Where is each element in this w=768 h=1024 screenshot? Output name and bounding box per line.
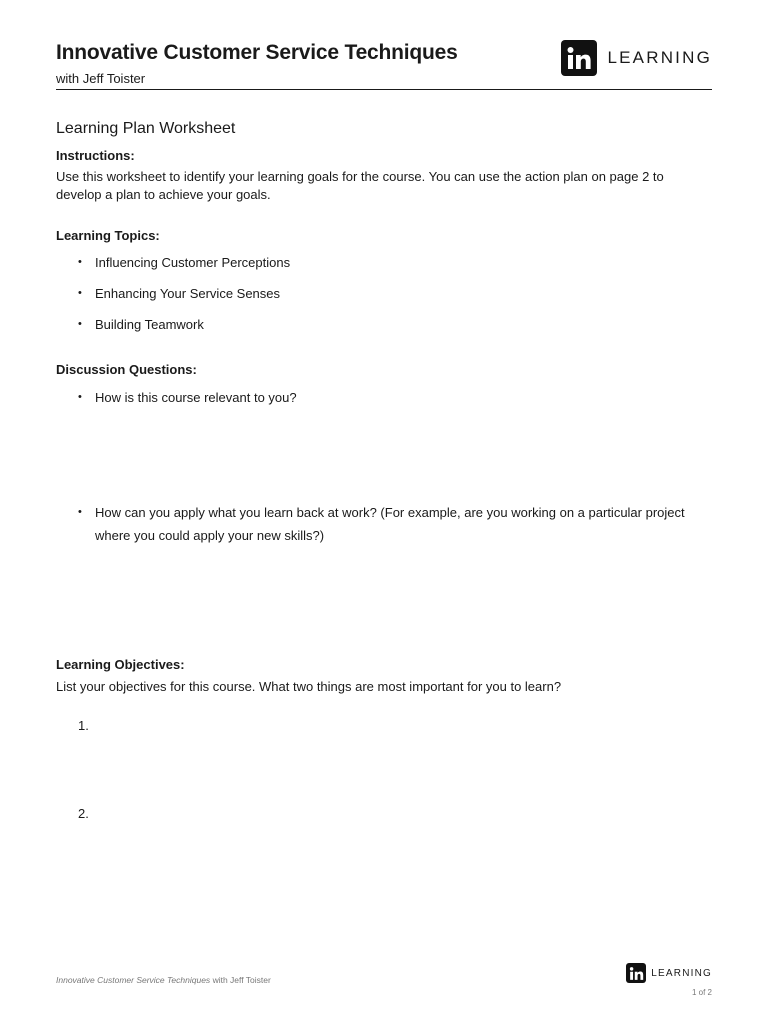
bullet-marker: • [78, 287, 82, 299]
topic-item [78, 282, 712, 305]
worksheet-title: Learning Plan Worksheet [56, 120, 236, 137]
instructions-label: Instructions: [56, 148, 135, 163]
footer-brand-label: LEARNING [651, 967, 712, 979]
topic-item [78, 251, 712, 274]
bullet-marker: • [78, 506, 82, 518]
page-header [56, 40, 712, 90]
footer-instructor: with Jeff Toister [212, 975, 271, 985]
questions-label: Discussion Questions: [56, 362, 197, 377]
footer-course-title: Innovative Customer Service Techniques [56, 975, 211, 985]
objectives-label: Learning Objectives: [56, 657, 185, 672]
course-title: Innovative Customer Service Techniques [56, 41, 458, 64]
footer-course-credit [56, 975, 271, 985]
footer-logo [626, 963, 712, 983]
topic-text: Influencing Customer Perceptions [95, 255, 291, 270]
topic-text: Enhancing Your Service Senses [95, 286, 281, 301]
question-text: How can you apply what you learn back at work? (For example, are you working on a particular project where you could apply your new skills?) [95, 505, 685, 543]
worksheet-page [56, 0, 712, 1024]
page-number: 1 of 2 [691, 988, 712, 997]
linkedin-in-icon [561, 40, 597, 76]
objectives-text: List your objectives for this course. What two things are most important for you to learn? [56, 679, 562, 694]
bullet-marker: • [78, 391, 82, 403]
linkedin-learning-logo [561, 40, 712, 76]
objective-number-1: 1. [78, 718, 89, 733]
question-item [78, 386, 712, 409]
objective-number-2: 2. [78, 806, 89, 821]
instructor-name: with Jeff Toister [56, 71, 146, 86]
topics-label: Learning Topics: [56, 228, 160, 243]
bullet-marker: • [78, 256, 82, 268]
bullet-marker: • [78, 318, 82, 330]
brand-label: LEARNING [607, 48, 712, 67]
instructions-text: Use this worksheet to identify your learning goals for the course. You can use the action plan on page 2 to develop a plan to achieve your goals. [56, 169, 664, 202]
topic-text: Building Teamwork [95, 317, 204, 332]
question-item [78, 501, 712, 547]
topic-item [78, 313, 712, 336]
question-text: How is this course relevant to you? [95, 390, 297, 405]
linkedin-in-icon [626, 963, 646, 983]
